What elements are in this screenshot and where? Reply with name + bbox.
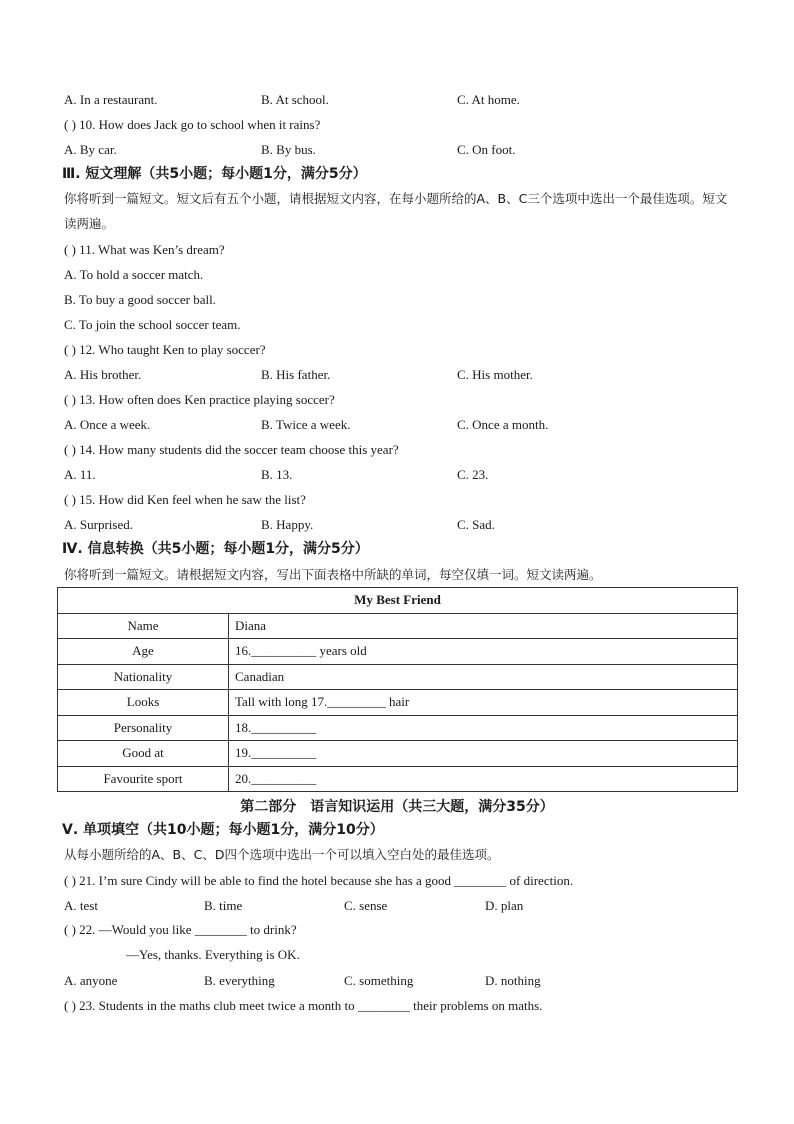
q12-option-a: A. His brother. <box>64 367 142 382</box>
answer-bracket: ( ) <box>64 873 76 888</box>
table-row <box>58 664 738 690</box>
q21-question <box>64 873 573 889</box>
row-value <box>229 766 738 792</box>
q15-text: 15. How did Ken feel when he saw the list? <box>79 492 306 507</box>
row-label: Personality <box>58 715 229 741</box>
q22-option-b: B. everything <box>204 973 275 988</box>
value-text: 18. <box>235 719 252 735</box>
value-text: Diana <box>235 617 267 633</box>
table-row <box>58 741 738 767</box>
q10-question <box>64 117 320 133</box>
info-table <box>57 587 738 792</box>
q21-option-c: C. sense <box>344 898 388 913</box>
q21-text-after: of direction. <box>506 873 574 888</box>
q23-question <box>64 998 542 1014</box>
table-row <box>58 715 738 741</box>
answer-blank[interactable]: _________ <box>327 694 386 710</box>
q14-option-a: A. 11. <box>64 467 96 482</box>
answer-blank[interactable]: __________ <box>251 719 317 735</box>
section3-heading: Ⅲ. 短文理解（共5小题；每小题1分，满分5分） <box>62 166 367 182</box>
q9-option-a: A. In a restaurant. <box>64 92 158 107</box>
q15-option-c: C. Sad. <box>457 517 495 532</box>
q22-text-after: to drink? <box>246 922 297 937</box>
q12-option-b: B. His father. <box>261 367 331 382</box>
table-row <box>58 766 738 792</box>
table-row <box>58 613 738 639</box>
answer-bracket: ( ) <box>64 442 76 457</box>
row-value <box>229 715 738 741</box>
answer-blank[interactable]: __________ <box>251 745 317 761</box>
q13-text: 13. How often does Ken practice playing soccer? <box>79 392 335 407</box>
row-value <box>229 613 738 639</box>
row-value <box>229 690 738 716</box>
value-text: 16. <box>235 643 252 659</box>
q9-option-c: C. At home. <box>457 92 520 107</box>
q10-option-b: B. By bus. <box>261 142 316 157</box>
q13-question <box>64 392 335 408</box>
section3-instruction: 你将听到一篇短文。短文后有五个小题，请根据短文内容，在每小题所给的A、B、C三个选项中选出一个最佳选项。短文读两遍。 <box>64 191 728 231</box>
q14-option-b: B. 13. <box>261 467 293 482</box>
q15-option-a: A. Surprised. <box>64 517 133 532</box>
answer-blank[interactable]: ________ <box>357 998 410 1013</box>
row-label: Good at <box>58 741 229 767</box>
q13-option-c: C. Once a month. <box>457 417 549 432</box>
q22-option-a: A. anyone <box>64 973 118 988</box>
q14-text: 14. How many students did the soccer team choose this year? <box>79 442 399 457</box>
answer-bracket: ( ) <box>64 922 76 937</box>
row-value <box>229 639 738 665</box>
q23-text-before: 23. Students in the maths club meet twice a month to <box>79 998 358 1013</box>
q23-text-after: their problems on maths. <box>409 998 543 1013</box>
q13-option-a: A. Once a week. <box>64 417 151 432</box>
q10-text: 10. How does Jack go to school when it rains? <box>79 117 321 132</box>
table-title-row <box>58 588 738 614</box>
section5-instruction: 从每小题所给的A、B、C、D四个选项中选出一个可以填入空白处的最佳选项。 <box>64 847 500 862</box>
value-suffix: hair <box>385 694 410 710</box>
value-text: 20. <box>235 770 252 786</box>
row-label: Age <box>58 639 229 665</box>
q12-question <box>64 342 266 358</box>
section5-heading: Ⅴ. 单项填空（共10小题；每小题1分，满分10分） <box>62 822 384 838</box>
q21-option-b: B. time <box>204 898 243 913</box>
section4-instruction: 你将听到一篇短文。请根据短文内容，写出下面表格中所缺的单词，每空仅填一词。短文读两遍。 <box>64 567 602 582</box>
q14-question <box>64 442 399 458</box>
part2-title: 第二部分 语言知识运用（共三大题，满分35分） <box>240 799 554 815</box>
q12-option-c: C. His mother. <box>457 367 533 382</box>
table-row <box>58 639 738 665</box>
answer-bracket: ( ) <box>64 242 76 257</box>
answer-bracket: ( ) <box>64 392 76 407</box>
answer-bracket: ( ) <box>64 342 76 357</box>
value-text: Tall with long 17. <box>235 694 328 710</box>
q22-question <box>64 922 297 938</box>
row-value <box>229 664 738 690</box>
q22-option-d: D. nothing <box>485 973 541 988</box>
q10-option-c: C. On foot. <box>457 142 516 157</box>
answer-blank[interactable]: __________ <box>251 643 317 659</box>
q11-option-c: C. To join the school soccer team. <box>64 317 241 332</box>
value-suffix: years old <box>316 643 367 659</box>
value-text: Canadian <box>235 668 285 684</box>
q11-text: 11. What was Ken’s dream? <box>79 242 225 257</box>
row-label: Looks <box>58 690 229 716</box>
row-label: Favourite sport <box>58 766 229 792</box>
q9-option-b: B. At school. <box>261 92 329 107</box>
q21-option-a: A. test <box>64 898 98 913</box>
q15-option-b: B. Happy. <box>261 517 314 532</box>
q22-text-before: 22. —Would you like <box>79 922 195 937</box>
value-text: 19. <box>235 745 252 761</box>
answer-blank[interactable]: ________ <box>194 922 247 937</box>
answer-bracket: ( ) <box>64 117 76 132</box>
q15-question <box>64 492 306 508</box>
answer-blank[interactable]: __________ <box>251 770 317 786</box>
q11-question <box>64 242 225 258</box>
table-row <box>58 690 738 716</box>
answer-blank[interactable]: ________ <box>454 873 507 888</box>
row-label: Nationality <box>58 664 229 690</box>
q11-option-b: B. To buy a good soccer ball. <box>64 292 216 307</box>
answer-bracket: ( ) <box>64 492 76 507</box>
row-value <box>229 741 738 767</box>
row-label: Name <box>58 613 229 639</box>
q11-option-a: A. To hold a soccer match. <box>64 267 204 282</box>
q21-text-before: 21. I’m sure Cindy will be able to find the hotel because she has a good <box>79 873 455 888</box>
answer-bracket: ( ) <box>64 998 76 1013</box>
q10-option-a: A. By car. <box>64 142 117 157</box>
q13-option-b: B. Twice a week. <box>261 417 351 432</box>
q22-reply: —Yes, thanks. Everything is OK. <box>126 947 300 962</box>
q14-option-c: C. 23. <box>457 467 489 482</box>
q12-text: 12. Who taught Ken to play soccer? <box>79 342 266 357</box>
q22-option-c: C. something <box>344 973 414 988</box>
q21-option-d: D. plan <box>485 898 524 913</box>
section4-heading: Ⅳ. 信息转换（共5小题；每小题1分，满分5分） <box>62 541 369 557</box>
table-title: My Best Friend <box>58 588 738 614</box>
